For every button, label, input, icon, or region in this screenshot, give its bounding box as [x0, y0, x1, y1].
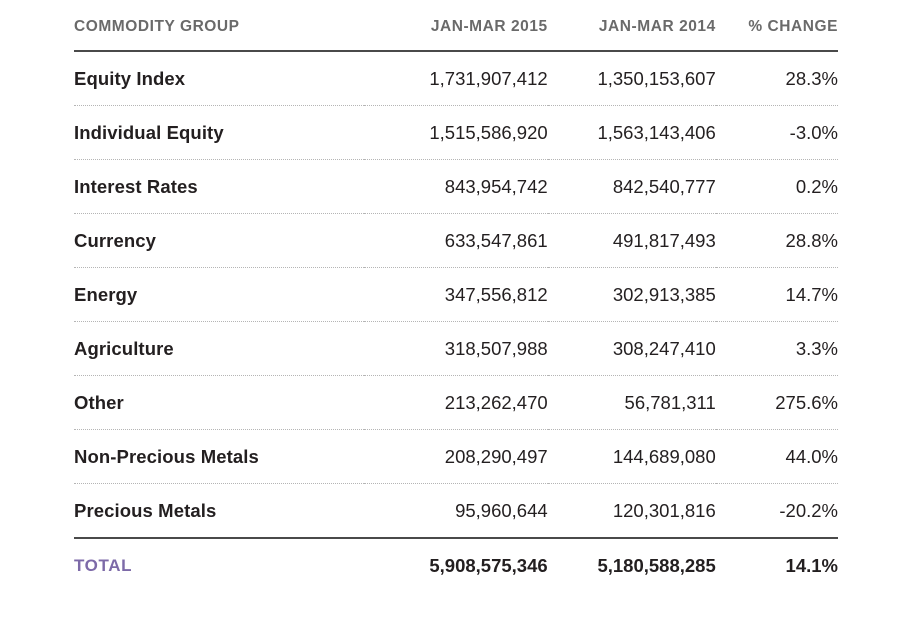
table-footer: [74, 538, 838, 577]
table-row: [74, 268, 838, 322]
row-percent-change: -3.0%: [716, 106, 838, 160]
column-header-commodity-group: COMMODITY GROUP: [74, 18, 364, 51]
row-previous-value: 842,540,777: [548, 160, 716, 214]
row-label: Agriculture: [74, 322, 364, 376]
row-current-value: 843,954,742: [364, 160, 547, 214]
row-previous-value: 308,247,410: [548, 322, 716, 376]
total-previous-value: 5,180,588,285: [597, 555, 716, 576]
row-label: Non-Precious Metals: [74, 430, 364, 484]
table-row: [74, 51, 838, 106]
row-previous-value: 1,350,153,607: [548, 51, 716, 106]
row-previous-value: 144,689,080: [548, 430, 716, 484]
total-row: [74, 538, 838, 577]
row-percent-change: 28.8%: [716, 214, 838, 268]
row-label: Precious Metals: [74, 484, 364, 539]
table-header-row: [74, 18, 838, 51]
row-label: Currency: [74, 214, 364, 268]
table-row: [74, 484, 838, 539]
row-label: Energy: [74, 268, 364, 322]
row-previous-value: 56,781,311: [548, 376, 716, 430]
row-percent-change: 3.3%: [716, 322, 838, 376]
row-current-value: 347,556,812: [364, 268, 547, 322]
row-percent-change: 0.2%: [716, 160, 838, 214]
row-label: Other: [74, 376, 364, 430]
commodity-volume-table: [74, 18, 838, 577]
row-percent-change: 275.6%: [716, 376, 838, 430]
column-header-percent-change: % CHANGE: [716, 18, 838, 51]
row-label: Interest Rates: [74, 160, 364, 214]
total-percent-change: 14.1%: [785, 555, 838, 576]
table-row: [74, 376, 838, 430]
table-row: [74, 322, 838, 376]
total-current-value: 5,908,575,346: [429, 555, 548, 576]
table-row: [74, 160, 838, 214]
row-percent-change: 14.7%: [716, 268, 838, 322]
row-percent-change: 28.3%: [716, 51, 838, 106]
row-current-value: 318,507,988: [364, 322, 547, 376]
row-label: Equity Index: [74, 51, 364, 106]
row-previous-value: 491,817,493: [548, 214, 716, 268]
table-row: [74, 214, 838, 268]
column-header-current-period: JAN-MAR 2015: [364, 18, 547, 51]
table-header: [74, 18, 838, 51]
table-row: [74, 106, 838, 160]
row-previous-value: 302,913,385: [548, 268, 716, 322]
row-current-value: 95,960,644: [364, 484, 547, 539]
column-header-previous-period: JAN-MAR 2014: [548, 18, 716, 51]
row-current-value: 1,731,907,412: [364, 51, 547, 106]
row-current-value: 1,515,586,920: [364, 106, 547, 160]
row-current-value: 633,547,861: [364, 214, 547, 268]
row-previous-value: 120,301,816: [548, 484, 716, 539]
row-previous-value: 1,563,143,406: [548, 106, 716, 160]
row-percent-change: -20.2%: [716, 484, 838, 539]
row-current-value: 208,290,497: [364, 430, 547, 484]
row-percent-change: 44.0%: [716, 430, 838, 484]
row-label: Individual Equity: [74, 106, 364, 160]
table-body: [74, 51, 838, 538]
row-current-value: 213,262,470: [364, 376, 547, 430]
total-label: TOTAL: [74, 556, 133, 575]
table-row: [74, 430, 838, 484]
